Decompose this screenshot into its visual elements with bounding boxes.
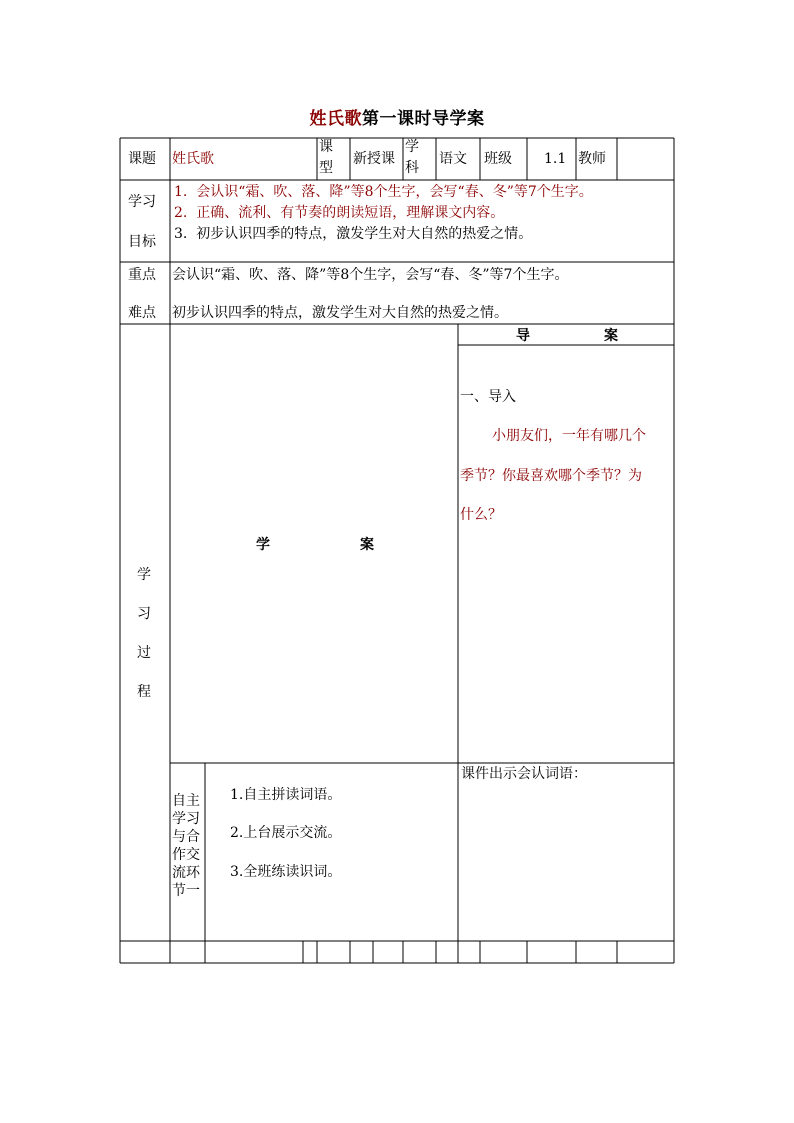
page-title: 姓氏歌第一课时导学案 xyxy=(309,109,485,129)
intro-line-3: 什么？ xyxy=(460,507,502,523)
process-label-char-2: 习 xyxy=(137,606,151,622)
type-value: 新授课 xyxy=(353,151,395,167)
intro-line-1: 小朋友们，一年有哪几个 xyxy=(492,428,646,444)
section-label: 自主 学习 与合 作交 流环 节一 xyxy=(172,793,200,899)
subject-label-2: 科 xyxy=(405,160,419,176)
goal-item-1: 1. 会认识“霜、吹、落、降”等8个生字，会写“春、冬”等7个生字。 xyxy=(174,184,593,200)
difficulty-label: 难点 xyxy=(128,305,156,321)
intro-line-2: 季节？你最喜欢哪个季节？为 xyxy=(460,468,642,484)
teacher-label: 教师 xyxy=(578,151,606,167)
subject-label-1: 学 xyxy=(405,139,419,155)
goals-label-1: 学习 xyxy=(128,194,156,210)
goals-label-2: 目标 xyxy=(128,234,156,250)
process-label-char-1: 学 xyxy=(137,567,151,583)
guide-plan-heading-2: 案 xyxy=(604,328,618,344)
type-label-2: 型 xyxy=(319,160,333,176)
process-label-char-4: 程 xyxy=(137,684,151,700)
class-label: 班级 xyxy=(484,151,512,167)
study-plan-heading-2: 案 xyxy=(360,537,374,553)
study-plan-heading-1: 学 xyxy=(256,537,270,553)
type-label-1: 课 xyxy=(319,139,333,155)
lesson-value: 姓氏歌 xyxy=(172,151,214,167)
difficulty-text: 初步认识四季的特点，激发学生对大自然的热爱之情。 xyxy=(172,305,508,321)
step-1: 1.自主拼读词语。 xyxy=(230,787,342,803)
goal-item-3: 3. 初步认识四季的特点，激发学生对大自然的热爱之情。 xyxy=(174,226,533,242)
step-3: 3.全班练读识词。 xyxy=(230,864,342,880)
key-label: 重点 xyxy=(128,267,156,283)
lesson-label: 课题 xyxy=(128,151,156,167)
key-text: 会认识“霜、吹、落、降”等8个生字，会写“春、冬”等7个生字。 xyxy=(172,267,569,283)
step-2: 2.上台展示交流。 xyxy=(230,825,342,841)
guide-plan-heading-1: 导 xyxy=(516,328,530,344)
intro-heading: 一、导入 xyxy=(460,389,516,405)
goal-item-2: 2. 正确、流利、有节奏的朗读短语，理解课文内容。 xyxy=(174,205,505,221)
process-label-char-3: 过 xyxy=(137,645,151,661)
subject-value: 语文 xyxy=(439,151,467,167)
class-value: 1.1 xyxy=(544,151,567,167)
courseware-note: 课件出示会认词语： xyxy=(461,766,587,782)
